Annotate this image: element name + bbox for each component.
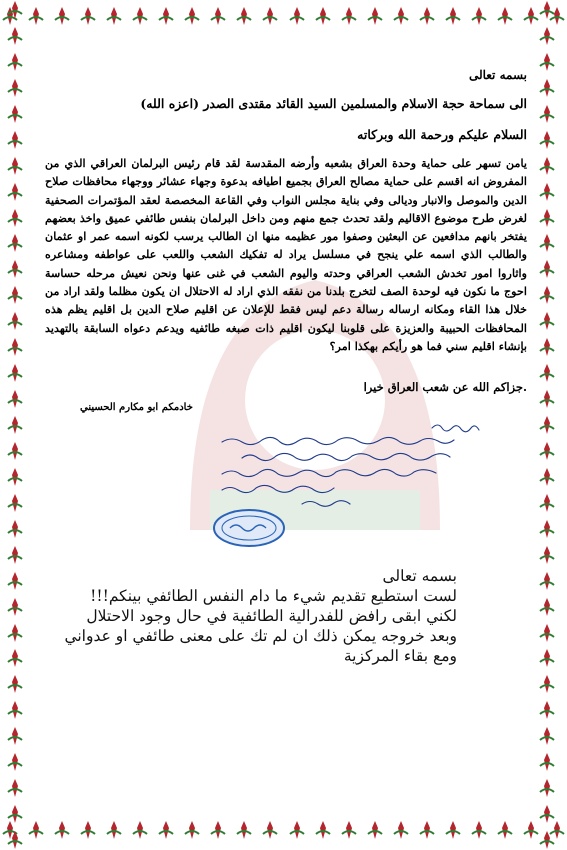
salutation-line: الى سماحة حجة الاسلام والمسلمين السيد القائد مقتدى الصدر (اعزه الله) [140, 96, 527, 111]
border-ornament-icon [537, 700, 557, 720]
border-ornament-icon [537, 519, 557, 539]
border-ornament-icon [5, 337, 25, 357]
border-ornament-icon [234, 820, 254, 840]
border-ornament-icon [5, 597, 25, 617]
border-ornament-icon [365, 820, 385, 840]
border-ornament-icon [130, 820, 150, 840]
border-ornament-icon [5, 78, 25, 98]
border-ornament-icon [339, 6, 359, 26]
border-ornament-icon [5, 182, 25, 202]
transcript-line-1: بسمه تعالى [382, 567, 457, 585]
border-ornament-icon [339, 820, 359, 840]
border-ornament-icon [417, 6, 437, 26]
border-ornament-icon [537, 337, 557, 357]
letter-body: يامن تسهر على حماية وحدة العراق بشعبه وأرضه المقدسة لقد قام رئيس البرلمان العراقي الذي من المفروض انه اقسم على حماية مصالح العراق بجميع اطيافه بدعوة وجهاء عشائر ووجهاء محافظات صلاح الدين والموصل والانبار وديالى وفي بناية مجلس النواب وفي القاعة المخصصة لعقد المؤتمرات الصحفية لغرض طرح موضوع الاقاليم ولقد تحدث جمع منهم ومن داخل البرلمان بنفس طائفي عميق واخذ بعضهم يفتخر بانهم مدافعين عن البعثين وصفوا مور عظيمه منها ان الطالب يرسب لكونه اسمه عمر او عثمان والطالب الذي اسمه علي ينجح في مسلسل يراد له تفكيك الشعب واللعب على عواطفه ومشاعره واثاروا امور تخدش الشعب العراقي وحدته واليوم الشعب في غنى عنها ونحن نعيش مرحله حساسة احوج ما نكون فيه لوحدة الصف لتخرج بلدنا من نفقه الذي اراد له الاحتلال ان يكون مظلما ولقد اراد من خلال هذا القاء ومكانه ارساله رسالة دعم ليس فقط للإعلان عن اقليم صلاح الدين بل اقليم يظم هذه المحافظات الحبيبة والعزيزة على قلوبنا ليكون اقليم ذات صبغه طائفيه ويدعم دعواه السابقة بالتهديد بإنشاء اقليم سني فما هو رأيكم بهكذا امر؟ [45, 156, 527, 353]
border-ornament-icon [537, 130, 557, 150]
border-ornament-icon [537, 156, 557, 176]
top-border-ornaments [0, 6, 567, 32]
border-ornament-icon [104, 6, 124, 26]
border-ornament-icon [5, 311, 25, 331]
border-ornament-icon [417, 820, 437, 840]
border-ornament-icon [537, 726, 557, 746]
border-ornament-icon [208, 6, 228, 26]
border-ornament-icon [5, 752, 25, 772]
basmala-heading: بسمه تعالى [468, 68, 527, 82]
border-ornament-icon [260, 820, 280, 840]
border-ornament-icon [52, 820, 72, 840]
border-ornament-icon [5, 0, 25, 20]
bottom-border-ornaments [0, 820, 567, 846]
border-ornament-icon [537, 52, 557, 72]
border-ornament-icon [365, 6, 385, 26]
border-ornament-icon [537, 26, 557, 46]
border-ornament-icon [5, 726, 25, 746]
border-ornament-icon [5, 104, 25, 124]
transcript-line-5: ومع بقاء المركزية [343, 647, 457, 665]
border-ornament-icon [495, 820, 515, 840]
border-ornament-icon [5, 156, 25, 176]
sender-signature: خادمكم ابو مكارم الحسيني [80, 402, 193, 413]
border-ornament-icon [156, 6, 176, 26]
border-ornament-icon [5, 441, 25, 461]
handwritten-reply [182, 420, 512, 510]
border-ornament-icon [391, 6, 411, 26]
border-ornament-icon [537, 467, 557, 487]
border-ornament-icon [537, 441, 557, 461]
border-ornament-icon [537, 778, 557, 798]
border-ornament-icon [5, 26, 25, 46]
border-ornament-icon [537, 804, 557, 824]
transcript-line-3: لكني ابقى رافض للفدرالية الطائفية في حال وجود الاحتلال [86, 607, 457, 625]
border-ornament-icon [5, 804, 25, 824]
border-ornament-icon [104, 820, 124, 840]
border-ornament-icon [537, 597, 557, 617]
border-ornament-icon [5, 130, 25, 150]
border-ornament-icon [5, 519, 25, 539]
right-border-ornaments [537, 0, 563, 850]
border-ornament-icon [5, 623, 25, 643]
border-ornament-icon [443, 6, 463, 26]
border-ornament-icon [537, 623, 557, 643]
border-ornament-icon [537, 830, 557, 850]
seal-stamp [212, 508, 286, 548]
transcript-line-2: لست استطيع تقديم شيء ما دام النفس الطائفي بينكم!!! [90, 587, 457, 605]
border-ornament-icon [313, 6, 333, 26]
border-ornament-icon [5, 778, 25, 798]
border-ornament-icon [52, 6, 72, 26]
border-ornament-icon [5, 493, 25, 513]
greeting-line: السلام عليكم ورحمة الله وبركاته [357, 127, 527, 142]
border-ornament-icon [537, 363, 557, 383]
border-ornament-icon [287, 6, 307, 26]
border-ornament-icon [5, 830, 25, 850]
border-ornament-icon [5, 545, 25, 565]
border-ornament-icon [5, 285, 25, 305]
border-ornament-icon [537, 674, 557, 694]
border-ornament-icon [443, 820, 463, 840]
border-ornament-icon [537, 104, 557, 124]
border-ornament-icon [537, 648, 557, 668]
border-ornament-icon [5, 415, 25, 435]
closing-thanks: جزاكم الله عن شعب العراق خيرا. [363, 380, 527, 394]
reply-transcript [64, 566, 457, 666]
border-ornament-icon [182, 820, 202, 840]
border-ornament-icon [287, 820, 307, 840]
border-ornament-icon [208, 820, 228, 840]
border-ornament-icon [537, 752, 557, 772]
border-ornament-icon [495, 6, 515, 26]
border-ornament-icon [537, 545, 557, 565]
border-ornament-icon [5, 700, 25, 720]
border-ornament-icon [78, 820, 98, 840]
border-ornament-icon [234, 6, 254, 26]
border-ornament-icon [5, 571, 25, 591]
border-ornament-icon [537, 208, 557, 228]
border-ornament-icon [5, 467, 25, 487]
border-ornament-icon [537, 493, 557, 513]
border-ornament-icon [5, 389, 25, 409]
left-border-ornaments [5, 0, 31, 850]
border-ornament-icon [537, 415, 557, 435]
border-ornament-icon [5, 674, 25, 694]
border-ornament-icon [537, 78, 557, 98]
border-ornament-icon [537, 182, 557, 202]
border-ornament-icon [537, 571, 557, 591]
border-ornament-icon [537, 285, 557, 305]
border-ornament-icon [5, 648, 25, 668]
border-ornament-icon [537, 233, 557, 253]
border-ornament-icon [78, 6, 98, 26]
border-ornament-icon [5, 259, 25, 279]
border-ornament-icon [5, 52, 25, 72]
border-ornament-icon [537, 0, 557, 20]
border-ornament-icon [469, 820, 489, 840]
border-ornament-icon [130, 6, 150, 26]
border-ornament-icon [156, 820, 176, 840]
border-ornament-icon [469, 6, 489, 26]
border-ornament-icon [537, 259, 557, 279]
border-ornament-icon [260, 6, 280, 26]
border-ornament-icon [537, 311, 557, 331]
border-ornament-icon [5, 208, 25, 228]
border-ornament-icon [5, 363, 25, 383]
border-ornament-icon [391, 820, 411, 840]
transcript-line-4: وبعد خروجه يمكن ذلك ان لم تك على معنى طائفي او عدواني [64, 627, 457, 645]
border-ornament-icon [182, 6, 202, 26]
border-ornament-icon [313, 820, 333, 840]
border-ornament-icon [537, 389, 557, 409]
border-ornament-icon [5, 233, 25, 253]
